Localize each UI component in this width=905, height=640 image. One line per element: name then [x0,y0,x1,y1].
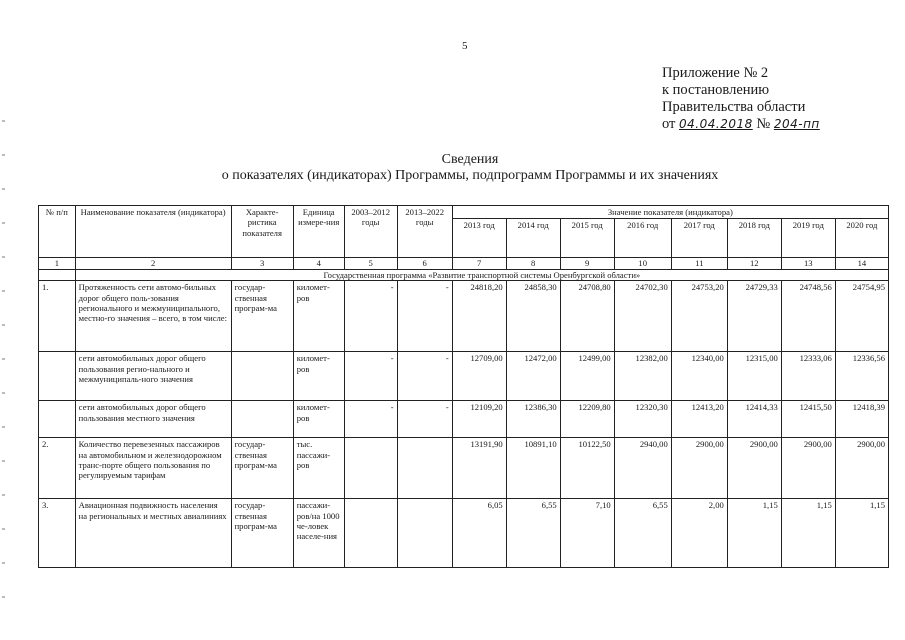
table-row [39,499,889,568]
page-number: 5 [462,40,468,52]
column-number: 5 [344,258,397,269]
row-value: 12315,00 [727,352,781,401]
row-value: 7,10 [560,499,614,568]
row-value: 1,15 [835,499,888,568]
row-characteristic: государ-ственная програм-ма [231,281,293,352]
row-value: 24818,20 [452,281,506,352]
program-title-row [39,269,889,280]
header-year: 2017 год [671,219,727,258]
row-name: Авиационная подвижность населения на региональных и местных авиалиниях [75,499,231,568]
row-period-2: - [397,281,452,352]
program-title: Государственная программа «Развитие транспортной системы Оренбургской области» [75,269,888,280]
row-value: 12414,33 [727,401,781,438]
row-value: 12413,20 [671,401,727,438]
row-value: 12499,00 [560,352,614,401]
scan-margin-marks [2,120,5,600]
column-number: 13 [781,258,835,269]
row-value: 12382,00 [614,352,671,401]
row-name: сети автомобильных дорог общего пользования регио-нального и межмуниципаль-ного значения [75,352,231,401]
row-value: 12320,30 [614,401,671,438]
row-value: 10891,10 [506,438,560,499]
row-value: 12336,56 [835,352,888,401]
header-period-1: 2003–2012 годы [344,206,397,258]
row-name: сети автомобильных дорог общего пользования местного значения [75,401,231,438]
indicators-table [38,205,889,568]
row-value: 2900,00 [835,438,888,499]
row-num [39,401,76,438]
header-unit: Единица измере-ния [293,206,344,258]
header-year: 2020 год [835,219,888,258]
row-period-2: - [397,352,452,401]
row-unit: километ-ров [293,352,344,401]
row-value: 24702,30 [614,281,671,352]
header-values-group: Значение показателя (индикатора) [452,206,888,219]
appendix-date-line [662,116,820,133]
table-row [39,352,889,401]
row-value: 1,15 [781,499,835,568]
column-number: 8 [506,258,560,269]
row-characteristic: государ-ственная програм-ма [231,438,293,499]
row-period-2 [397,499,452,568]
row-value: 24729,33 [727,281,781,352]
row-characteristic: государ-ственная програм-ма [231,499,293,568]
header-characteristic: Характе-ристика показателя [231,206,293,258]
number-prefix: № [756,116,771,132]
row-value: 12333,06 [781,352,835,401]
row-value: 2,00 [671,499,727,568]
column-number: 12 [727,258,781,269]
appendix-line-2: к постановлению [662,82,770,98]
row-period-1 [344,499,397,568]
row-value: 24708,80 [560,281,614,352]
row-name: Протяженность сети автомо-бильных дорог общего поль-зования регионального и межмуниципального, местно-го значения – всего, в том числе: [75,281,231,352]
appendix-line-1: Приложение № 2 [662,65,769,81]
row-value: 12109,20 [452,401,506,438]
appendix-line-3: Правительства области [662,99,806,115]
column-number: 10 [614,258,671,269]
row-value: 2900,00 [671,438,727,499]
header-row-1 [39,206,889,219]
row-value: 2900,00 [781,438,835,499]
document-subtitle: о показателях (индикаторах) Программы, подпрограмм Программы и их значениях [221,168,719,183]
row-value: 12340,00 [671,352,727,401]
row-num: 1. [39,281,76,352]
column-number: 7 [452,258,506,269]
appendix-block [662,65,820,133]
row-unit: пассажи-ров/на 1000 че-ловек населе-ния [293,499,344,568]
row-value: 12386,30 [506,401,560,438]
column-number: 11 [671,258,727,269]
column-number: 4 [293,258,344,269]
row-value: 24858,30 [506,281,560,352]
row-name: Количество перевезенных пассажиров на автомобильном и железнодорожном транс-порте общего пользования по регулируемым тарифам [75,438,231,499]
row-unit: километ-ров [293,281,344,352]
column-number: 9 [560,258,614,269]
row-value: 2940,00 [614,438,671,499]
header-year: 2015 год [560,219,614,258]
row-value: 24754,95 [835,281,888,352]
row-period-1: - [344,401,397,438]
date-prefix: от [662,116,676,132]
column-number: 6 [397,258,452,269]
row-num [39,352,76,401]
row-period-1: - [344,281,397,352]
column-number: 1 [39,258,76,269]
table-row [39,401,889,438]
document-title: Сведения [441,152,499,167]
handwritten-date: 04.04.2018 [679,117,753,131]
row-value: 13191,90 [452,438,506,499]
header-year: 2018 год [727,219,781,258]
row-value: 12415,50 [781,401,835,438]
column-numbers-row [39,258,889,269]
column-number: 3 [231,258,293,269]
header-num: № п/п [39,206,76,258]
row-value: 12418,39 [835,401,888,438]
table-row [39,281,889,352]
header-year: 2013 год [452,219,506,258]
row-value: 6,55 [614,499,671,568]
row-value: 6,05 [452,499,506,568]
row-value: 6,55 [506,499,560,568]
header-year: 2014 год [506,219,560,258]
header-name: Наименование показателя (индикатора) [75,206,231,258]
row-value: 24753,20 [671,281,727,352]
header-period-2: 2013–2022 годы [397,206,452,258]
row-unit: тыс. пассажи-ров [293,438,344,499]
row-value: 1,15 [727,499,781,568]
header-year: 2016 год [614,219,671,258]
row-num: 3. [39,499,76,568]
row-value: 12709,00 [452,352,506,401]
row-value: 10122,50 [560,438,614,499]
handwritten-number: 204-пп [773,117,820,131]
column-number: 2 [75,258,231,269]
header-year: 2019 год [781,219,835,258]
row-characteristic [231,352,293,401]
row-value: 2900,00 [727,438,781,499]
row-value: 12209,80 [560,401,614,438]
row-period-1: - [344,352,397,401]
row-value: 24748,56 [781,281,835,352]
column-number: 14 [835,258,888,269]
row-value: 12472,00 [506,352,560,401]
row-period-2: - [397,401,452,438]
row-characteristic [231,401,293,438]
table-row [39,438,889,499]
row-period-2 [397,438,452,499]
row-unit: километ-ров [293,401,344,438]
row-period-1 [344,438,397,499]
row-num: 2. [39,438,76,499]
